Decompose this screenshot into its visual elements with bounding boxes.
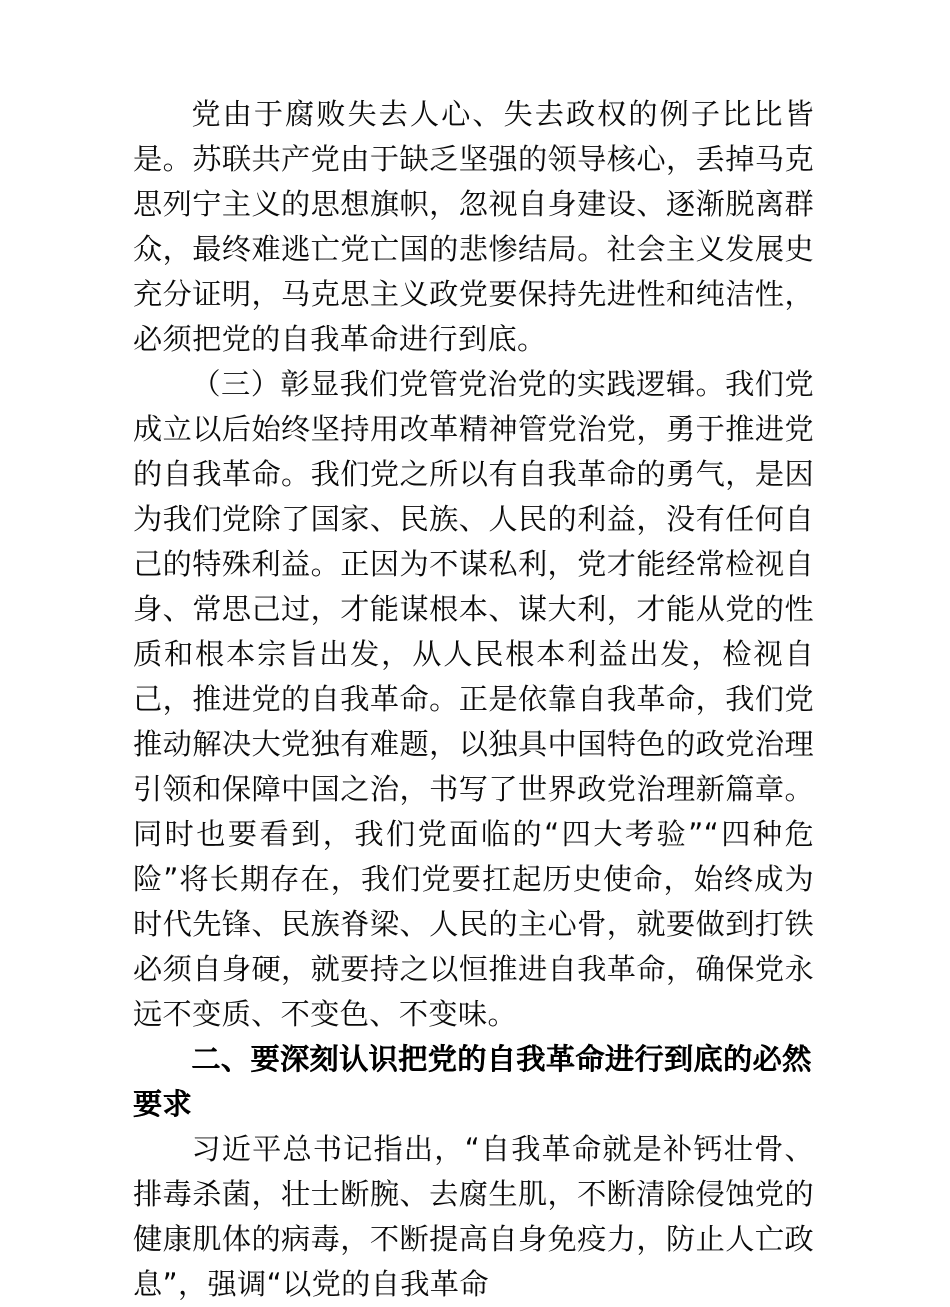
paragraph-general-secretary-quote: 习近平总书记指出，“自我革命就是补钙壮骨、排毒杀菌，壮士断腕、去腐生肌，不断清除侵蚀党的健康肌体的病毒，不断提高自身免疫力，防止人亡政息”，强调“以党的自我革命 <box>133 1132 814 1301</box>
heading-section-two: 二、要深刻认识把党的自我革命进行到底的必然要求 <box>133 1042 812 1121</box>
paragraph-section-three-practice-logic: （三）彰显我们党管党治党的实践逻辑。我们党成立以后始终坚持用改革精神管党治党，勇于推进党的自我革命。我们党之所以有自我革命的勇气，是因为我们党除了国家、民族、人民的利益，没有任何自己的特殊利益。正因为不谋私利，党才能经常检视自身、常思己过，才能谋根本、谋大利，才能从党的性质和根本宗旨出发，从人民根本利益出发，检视自己，推进党的自我革命。正是依靠自我革命，我们党推动解决大党独有难题，以独具中国特色的政党治理引领和保障中国之治，书写了世界政党治理新篇章。同时也要看到，我们党面临的“四大考验”“四种危险”将长期存在，我们党要扛起历史使命，始终成为时代先锋、民族脊梁、人民的主心骨，就要做到打铁必须自身硬，就要持之以恒推进自我革命，确保党永远不变质、不变色、不变味。 <box>133 367 814 1031</box>
paragraph-corruption-lessons: 党由于腐败失去人心、失去政权的例子比比皆是。苏联共产党由于缺乏坚强的领导核心，丢掉马克思列宁主义的思想旗帜，忽视自身建设、逐渐脱离群众，最终难逃亡党亡国的悲惨结局。社会主义发展史充分证明，马克思主义政党要保持先进性和纯洁性，必须把党的自我革命进行到底。 <box>133 97 814 356</box>
document-text-column <box>133 92 814 1307</box>
